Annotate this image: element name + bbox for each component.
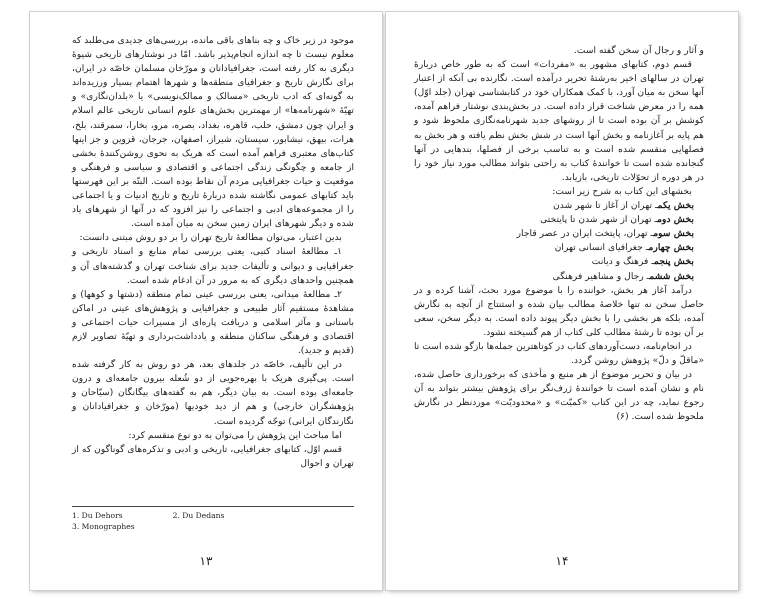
paragraph: موجود در زیر خاک و چه بناهای باقی مانده، بررسی‌های جدیدی می‌طلبد که معلوم نیست تا چه اندازه انجام‌پذیر باشد. امّا در نوشتارهای تاریخی شیوهٔ دیگری به کار رفته است، جغرافیادانان و مورّخان مسلمان خاصّه در ایران، برای نگارش تاریخ و جغرافیای منطقه‌ها و شهرها اهتمام بسیار ورزیده‌اند به گونه‌ای که ادب تاریخی «مسالک و ممالک‌نویسی» یا «بلدان‌نگاری» و تهیّهٔ «شهرنامه‌ها» از مهمترین بخش‌های علوم انسانی تاریخی عالم اسلام و ایران چون دمشق، حلب، قاهره، بغداد، بصره، مرو، بخارا، سمرقند، بلخ، هرات، بیهق، نیشابور، سیستان، شیراز، اصفهان، جرجان، قزوین و جز اینها کتاب‌های معتبری فراهم آمده است که هریک به نحوی روشن‌کنندهٔ بخشی از جامعه و چگونگی زندگی اجتماعی و اقتصادی و سیاسی و فرهنگی و موقعیت و حیات جغرافیایی مردم آن نقاط بوده است. البتّه بر این فهرستها باید کتابهای عمومی نگاشته شده دربارهٔ تاریخ و تاریخ ادبیات و یا اجتماعی را از مجموعه‌های ادبی و اجتماعی را نیز افزود که در آنها از شهرهای یاد شده و دیگر شهرهای ایران زمین سخن به میان آمده است. <box>72 35 354 230</box>
footnote-2: 2. Du Dedans <box>172 511 225 520</box>
list-item <box>414 227 694 241</box>
paragraph: ۱ـ مطالعهٔ اسناد کتبی، یعنی بررسی تمام منابع و اسناد تاریخی و جغرافیایی و دیوانی و تألیفات جدید برای شناخت تهران و گذشته‌های آن و همچنین واحدهای دیگری که به مرور در آن ادغام شده است. <box>72 246 354 286</box>
footnotes <box>72 506 354 532</box>
part-text: ـ رجال و مشاهیر فرهنگی <box>552 270 650 282</box>
part-text: ـ جغرافیای انسانی تهران <box>554 242 649 254</box>
paragraph: بخشهای این کتاب به شرح زیر است: <box>552 185 692 197</box>
paragraph-text: در بیان و تحریر موضوع از هر منبع و مأخذی که برخورداری حاصل شده، نام و نشان آمده است تا خوانندهٔ ژرف‌نگر برای پژوهش بیشتر بتواند به آن رجوع نماید، چه در این کتاب «کمیّت» و «محدودیّت» موردنظر در نگارش ملحوظ شده است. <box>414 369 704 423</box>
paragraph: و آثار و رجال آن سخن گفته است. <box>573 45 704 56</box>
page-left <box>30 12 382 590</box>
paragraph: ۲ـ مطالعهٔ میدانی، یعنی بررسی عینی تمام منطقه (دشتها و کوهها) و مشاهدهٔ مستقیم آثار طبیعی و جغرافیایی و پژوهش‌های عینی در اماکن باستانی و مآثر اسلامی و دریافت پاره‌ای از مسیرات حیات اجتماعی و اقتصادی و فرهنگی ساکنان منطقه و یادداشت‌برداری و تهیّهٔ تصاویر لازم (قدیم و جدید). <box>72 288 354 357</box>
part-text: ـ فرهنگ و دیانت <box>591 256 655 268</box>
list-item <box>414 255 694 269</box>
paragraph: درآمد آغاز هر بخش، خواننده را با موضوع مورد بحث، آشنا کرده و در حاصل سخن نه تنها خلاصهٔ مطالب بیان شده و استنتاج از آنچه به نگارش آمده، بلکه هر بخشی را با بخش دیگر پیوند داده است. به دیگر سخن، سعی بر آن بوده تا رشتهٔ مطالب کلی کتاب از هم گسیخته نشود. <box>414 284 704 338</box>
page-number-left: ۱۳ <box>199 554 213 568</box>
part-label: بخش دوم <box>657 214 694 226</box>
list-item <box>414 199 694 213</box>
list-item <box>414 241 694 255</box>
paragraph: بدین اعتبار، می‌توان مطالعهٔ تاریخ تهران را بر دو روش مبتنی دانست: <box>79 232 342 244</box>
paragraph: اما مباحث این پژوهش را می‌توان به دو نوع منقسم کرد: <box>128 429 342 441</box>
paragraph: در انجام‌نامه، دست‌آوردهای کتاب در کوتاهترین جمله‌ها بازگو شده است تا «ماقلّ و دلّ» پژوهش روشن گردد. <box>414 340 704 367</box>
footnote-3: 3. Monographes <box>72 522 135 531</box>
page-number-right: ۱۴ <box>555 554 569 568</box>
part-text: ـ تهران از شهر شدن تا پایتختی <box>540 214 658 226</box>
part-text: ـ تهران، پایتخت ایران در عصر قاجار <box>516 228 654 240</box>
part-label: بخش ششم <box>649 270 694 282</box>
list-item <box>414 213 694 227</box>
part-text: ـ تهران از آغاز تا شهر شدن <box>553 200 658 212</box>
parts-list <box>414 199 704 284</box>
right-page-body <box>414 44 704 425</box>
part-label: بخش چهارم <box>648 242 694 254</box>
paragraph <box>414 368 704 424</box>
book-spread <box>30 12 738 590</box>
part-label: بخش پنجم <box>654 256 694 268</box>
page-right <box>386 12 738 590</box>
part-label: بخش یکم <box>657 200 694 212</box>
paragraph: قسم اوّل، کتابهای جغرافیایی، تاریخی و ادبی و تذکره‌های گوناگون که از تهران و احوال <box>72 443 354 469</box>
paragraph: قسم دوم، کتابهای مشهور به «مفردات» است که به طور خاص دربارهٔ تهران در سالهای اخیر به‌رشتهٔ تحریر درآمده است. نگارنده بی آنکه از اعتبار آنها سخن به میان آورد، با کمک همکاران خود در کتابشناسی تهران (جلد اوّل) همه را در معرض شناخت قرار داده است. در بخش‌بندی نوشتار فراهم آمده، کوشش بر آن بوده است تا از روشهای جدید شهرنامه‌نگاری ملحوظ شود و هم پایه بر آغازنامه و بخش آنها است در شش بخش نظم یافته و هر بخش به فصلهایی منقسم شده است و به تناسب برخی از فصلها، بندهایی در آنها گنجانده شده است تا خوانندهٔ کتاب به راحتی بتواند مطالب مورد نیاز خود را در هر دوره از تحوّلات تاریخی، بازیابد. <box>414 59 704 183</box>
footnote-ref: (۶) <box>616 411 629 423</box>
list-item <box>414 270 694 284</box>
left-page-body <box>72 34 354 471</box>
part-label: بخش سوم <box>653 228 694 240</box>
footnote-1: 1. Du Dehors <box>72 511 123 520</box>
paragraph: در این تألیف، خاصّه در جلدهای بعد، هر دو روش به کار گرفته شده است. پی‌گیری هریک با بهره‌جویی از دو شُعله بیرون جامعه‌ای و درون جامعه‌ای بوده است. به بیان دیگر، هم به گفته‌های بیگانگان (سیّاحان و پژوهشگران خارجی) و هم از دید خودیها (مورّخان و جغرافیادانان و نگارندگان ایرانی) توجّه گردیده است. <box>72 359 354 427</box>
